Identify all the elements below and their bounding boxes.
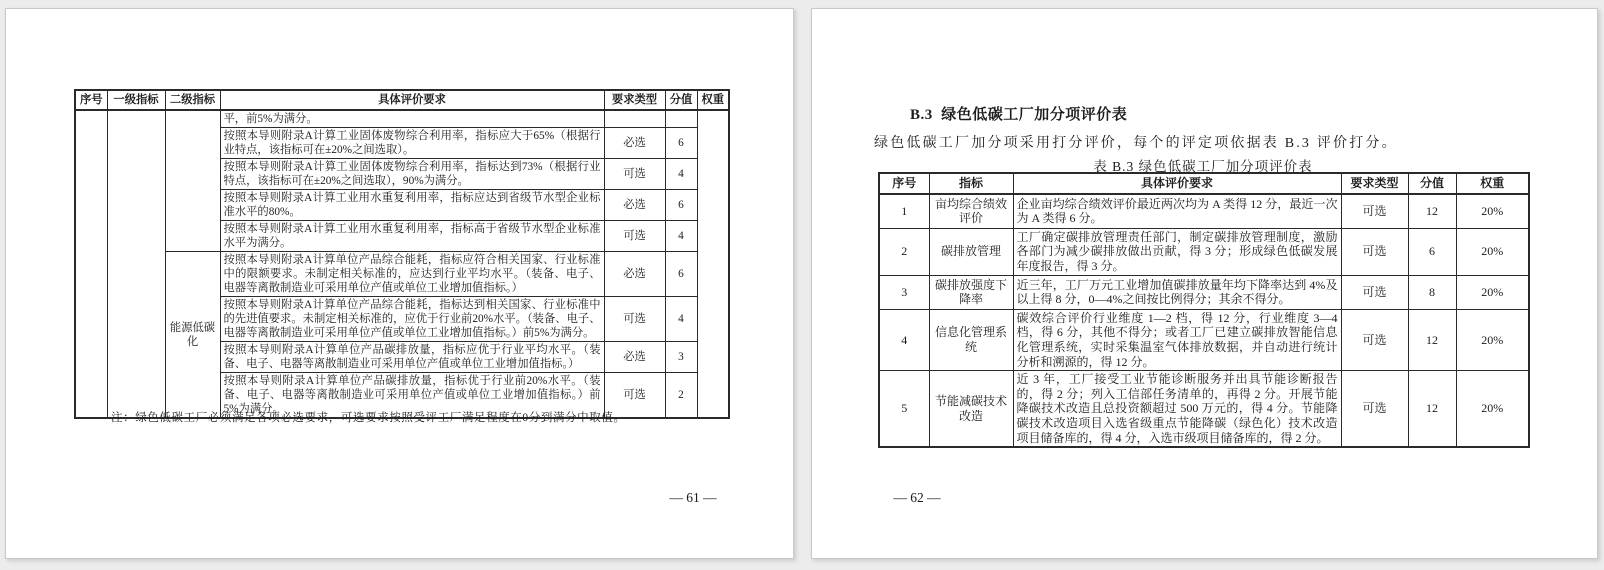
serial-cell: 2 <box>879 228 929 275</box>
score-cell: 6 <box>665 190 697 221</box>
score-cell: 12 <box>1408 194 1456 229</box>
type-cell: 必选 <box>604 190 665 221</box>
type-cell: 可选 <box>1341 371 1408 447</box>
indicator-cell: 碳排放管理 <box>929 228 1013 275</box>
score-cell: 6 <box>665 128 697 159</box>
page-number: — 61 — <box>669 490 717 505</box>
requirement-cell: 按照本导则附录A计算工业固体废物综合利用率，指标达到73%（根据行业特点，该指标可在±20%之间选取），90%为满分。 <box>220 159 604 190</box>
col-header-indicator: 指标 <box>929 173 1013 194</box>
col-header-score: 分值 <box>665 90 697 110</box>
type-cell: 可选 <box>1341 275 1408 309</box>
score-cell: 8 <box>1408 275 1456 309</box>
serial-cell: 5 <box>879 371 929 447</box>
table-row <box>75 252 729 297</box>
indicator-cell: 节能减碳技术改造 <box>929 371 1013 447</box>
bonus-item-evaluation-table <box>878 172 1530 448</box>
table-row <box>75 110 729 128</box>
serial-cell: 1 <box>879 194 929 229</box>
table-row <box>879 228 1529 275</box>
score-cell: 4 <box>665 159 697 190</box>
requirement-cell: 按照本导则附录A计算单位产品综合能耗，指标应符合相关国家、行业标准中的限额要求。未制定相关标准的，应达到行业平均水平。（装备、电子、电器等离散制造业可采用单位产值或单位工业增加值指标。） <box>220 252 604 297</box>
type-cell: 必选 <box>604 128 665 159</box>
weight-cell: 20% <box>1456 309 1529 370</box>
serial-cell: 3 <box>879 275 929 309</box>
type-cell: 必选 <box>604 342 665 373</box>
secondary-indicator-cell-empty <box>165 110 220 252</box>
weight-cell: 20% <box>1456 371 1529 447</box>
col-header-serial: 序号 <box>879 173 929 194</box>
section-intro-paragraph: 绿色低碳工厂加分项采用打分评价，每个的评定项依据表 B.3 评价打分。 <box>874 136 1398 151</box>
score-cell: 12 <box>1408 309 1456 370</box>
score-cell <box>665 110 697 128</box>
requirement-cell: 按照本导则附录A计算单位产品综合能耗，指标达到相关国家、行业标准中的先进值要求。未制定相关标准的，应优于行业前20%水平。（装备、电子、电器等离散制造业可采用单位产值或单位工业增加值指标。）前5%为满分。 <box>220 297 604 342</box>
score-cell: 2 <box>665 373 697 419</box>
type-cell: 可选 <box>1341 228 1408 275</box>
col-header-type: 要求类型 <box>1341 173 1408 194</box>
requirement-cell: 平，前5%为满分。 <box>220 110 604 128</box>
col-header-weight: 权重 <box>697 90 729 110</box>
serial-cell: 4 <box>879 309 929 370</box>
table-header-row <box>75 90 729 110</box>
weight-cell-empty <box>697 110 729 418</box>
score-cell: 4 <box>665 297 697 342</box>
table-caption: 表 B.3 绿色低碳工厂加分项评价表 <box>1093 159 1313 174</box>
type-cell: 可选 <box>1341 309 1408 370</box>
col-header-requirement: 具体评价要求 <box>220 90 604 110</box>
table-row <box>879 309 1529 370</box>
secondary-indicator-cell: 能源低碳化 <box>165 252 220 419</box>
document-page-61 <box>5 8 794 559</box>
primary-indicator-cell-empty <box>107 110 165 418</box>
score-cell: 4 <box>665 221 697 252</box>
requirement-cell: 按照本导则附录A计算单位产品碳排放量，指标应优于行业平均水平。（装备、电子、电器等离散制造业可采用单位产值或单位工业增加值指标。） <box>220 342 604 373</box>
table-footnote: 注：绿色低碳工厂必须满足各项必选要求，可选要求按照受评工厂满足程度在0分到满分中取值。 <box>111 412 626 424</box>
col-header-type: 要求类型 <box>604 90 665 110</box>
weight-cell: 20% <box>1456 275 1529 309</box>
requirement-cell: 按照本导则附录A计算工业固体废物综合利用率，指标应大于65%（根据行业特点，该指标可在±20%之间选取）。 <box>220 128 604 159</box>
score-cell: 3 <box>665 342 697 373</box>
col-header-secondary-indicator: 二级指标 <box>165 90 220 110</box>
table-row <box>879 275 1529 309</box>
section-heading: B.3 绿色低碳工厂加分项评价表 <box>910 107 1128 123</box>
table-row <box>879 194 1529 229</box>
serial-cell-empty <box>75 110 107 418</box>
type-cell: 可选 <box>604 221 665 252</box>
score-cell: 12 <box>1408 371 1456 447</box>
type-cell: 可选 <box>1341 194 1408 229</box>
col-header-serial: 序号 <box>75 90 107 110</box>
requirement-cell: 按照本导则附录A计算工业用水重复利用率，指标高于省级节水型企业标准水平为满分。 <box>220 221 604 252</box>
page-number: — 62 — <box>893 490 941 505</box>
indicator-cell: 信息化管理系统 <box>929 309 1013 370</box>
col-header-weight: 权重 <box>1456 173 1529 194</box>
indicator-cell: 亩均综合绩效评价 <box>929 194 1013 229</box>
requirement-cell: 近三年，工厂万元工业增加值碳排放量年均下降率达到 4%及以上得 8 分，0—4%之间按比例得分；其余不得分。 <box>1013 275 1341 309</box>
requirement-cell: 工厂确定碳排放管理责任部门，制定碳排放管理制度，激励各部门为减少碳排放做出贡献，得 3 分；形成绿色低碳发展年度报告，得 3 分。 <box>1013 228 1341 275</box>
indicator-cell: 碳排放强度下降率 <box>929 275 1013 309</box>
requirement-cell: 按照本导则附录A计算单位产品碳排放量，指标优于行业前20%水平。（装备、电子、电器等离散制造业可采用单位产值或单位工业增加值指标。）前5%为满分。 <box>220 373 604 419</box>
requirement-cell: 近 3 年，工厂接受工业节能诊断服务并出具节能诊断报告的，得 2 分；列入工信部任务清单的，再得 2 分。开展节能降碳技术改造且总投资额超过 500 万元的，得 4 分。节能降碳技术改造项目入选省级重点节能降碳（绿色化）技术改造项目储备库的，得 4 分，入选市级项目储备库的，得 2 分。 <box>1013 371 1341 447</box>
type-cell <box>604 110 665 128</box>
requirement-cell: 碳效综合评价行业维度 1—2 档，得 12 分，行业维度 3—4 档，得 6 分，其他不得分；或者工厂已建立碳排放智能信息化管理系统，实时采集温室气体排放数据，并自动进行统计分析和溯源的，得 12 分。 <box>1013 309 1341 370</box>
col-header-primary-indicator: 一级指标 <box>107 90 165 110</box>
col-header-score: 分值 <box>1408 173 1456 194</box>
requirement-cell: 企业亩均综合绩效评价最近两次均为 A 类得 12 分，最近一次为 A 类得 6 分。 <box>1013 194 1341 229</box>
type-cell: 可选 <box>604 373 665 419</box>
weight-cell: 20% <box>1456 228 1529 275</box>
table-row <box>879 371 1529 447</box>
type-cell: 可选 <box>604 297 665 342</box>
evaluation-requirements-table <box>74 89 730 419</box>
requirement-cell: 按照本导则附录A计算工业用水重复利用率，指标应达到省级节水型企业标准水平的80%。 <box>220 190 604 221</box>
col-header-requirement: 具体评价要求 <box>1013 173 1341 194</box>
type-cell: 必选 <box>604 252 665 297</box>
type-cell: 可选 <box>604 159 665 190</box>
score-cell: 6 <box>1408 228 1456 275</box>
table-header-row <box>879 173 1529 194</box>
weight-cell: 20% <box>1456 194 1529 229</box>
score-cell: 6 <box>665 252 697 297</box>
document-page-62 <box>811 8 1598 559</box>
